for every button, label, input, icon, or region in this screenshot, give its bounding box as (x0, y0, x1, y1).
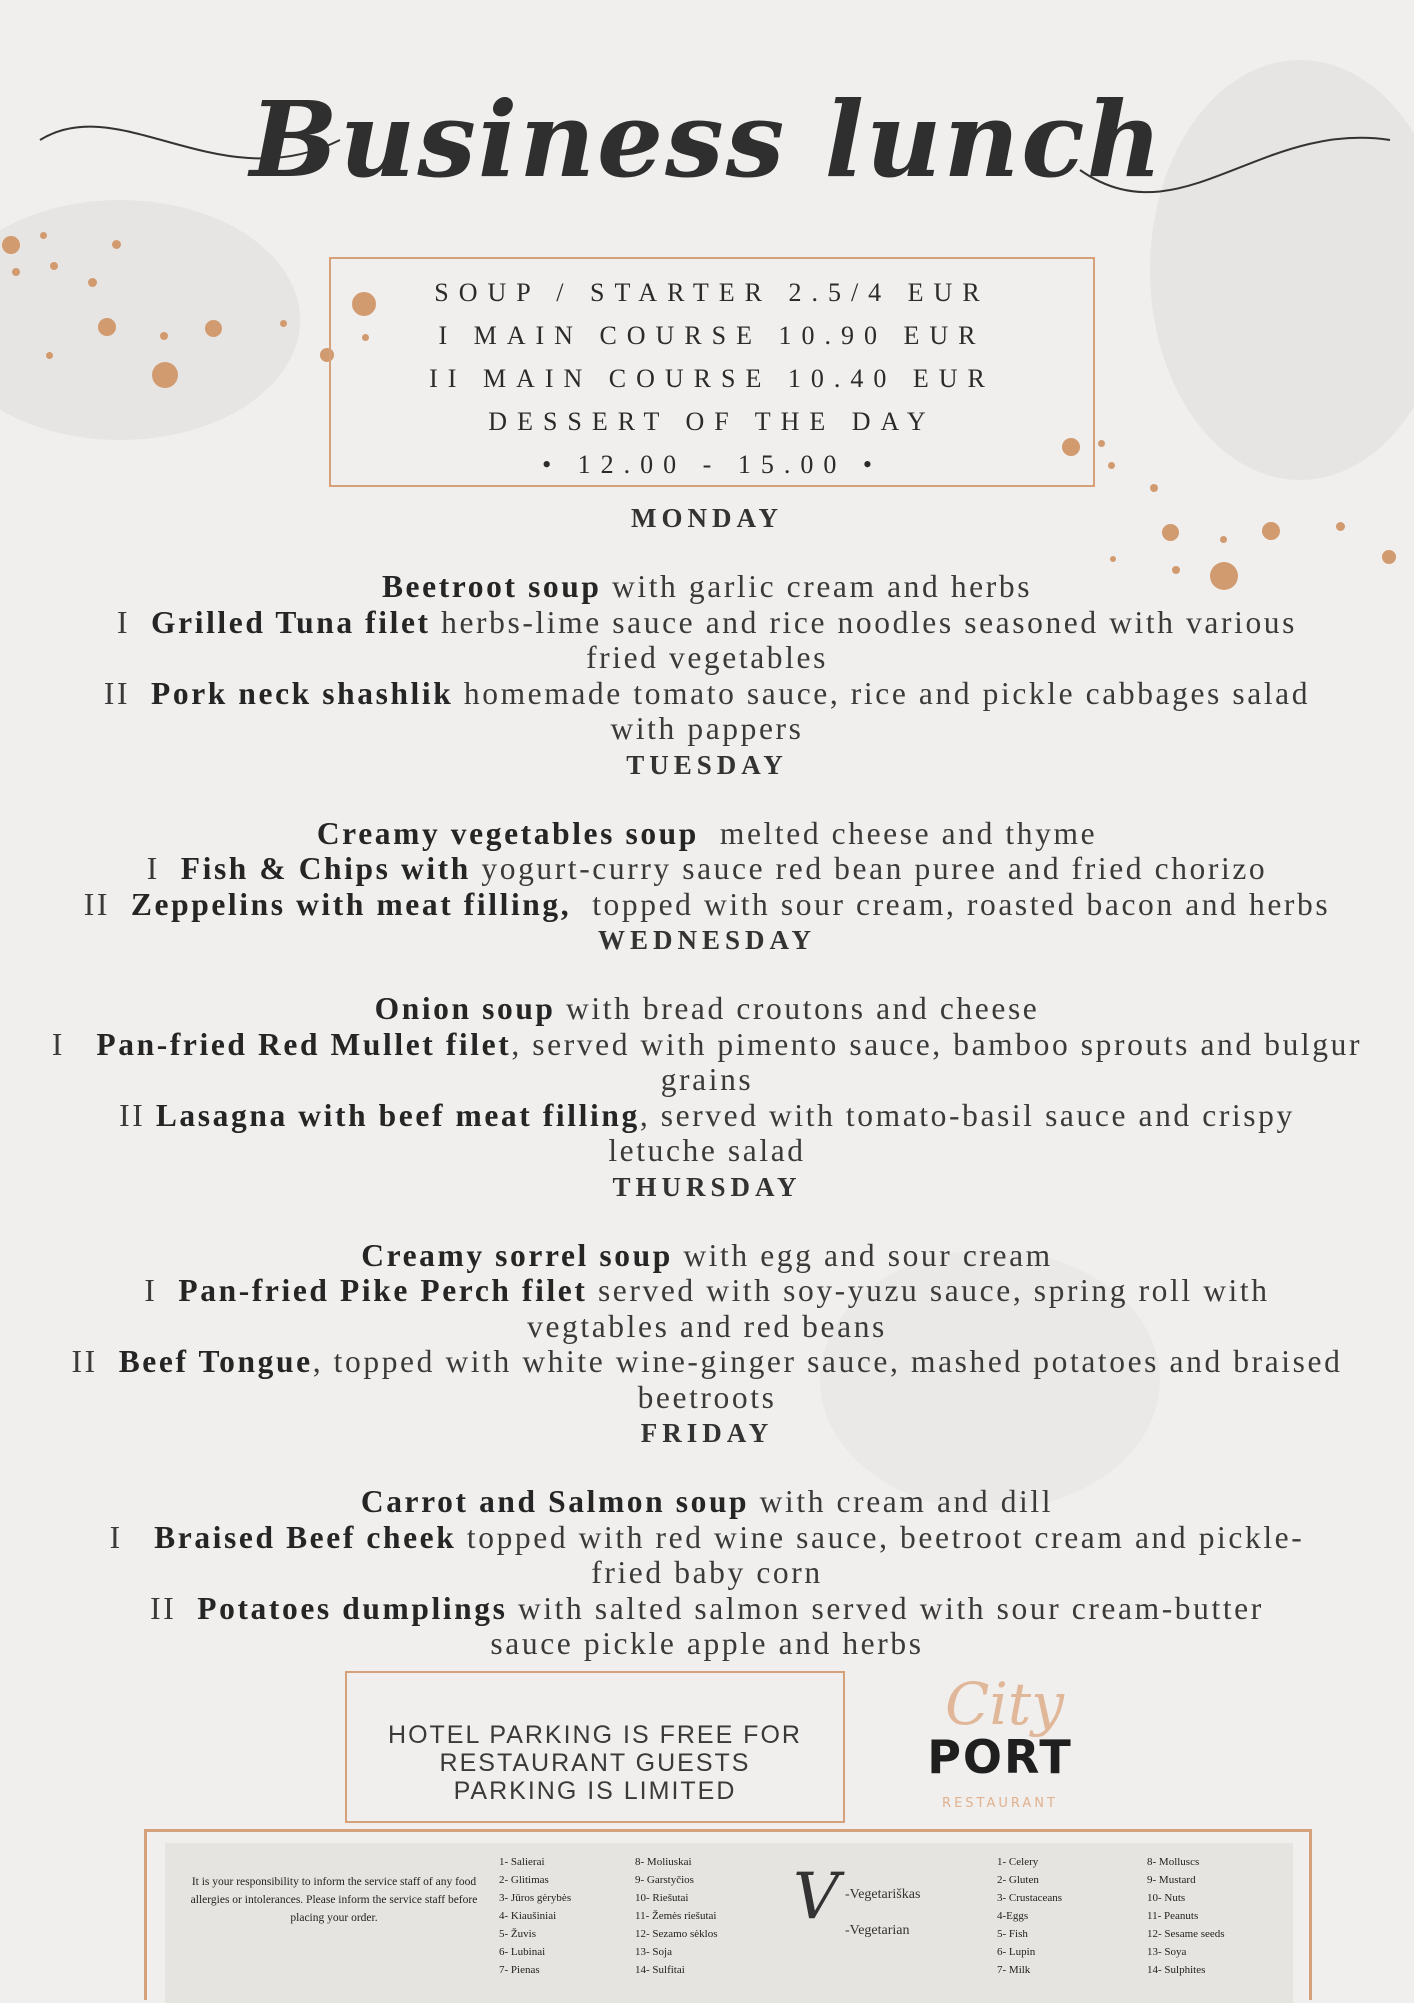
price-line: II MAIN COURSE 10.40 EUR (429, 364, 995, 393)
allergen-item: 14- Sulphites (1147, 1964, 1206, 1976)
price-box (329, 257, 1095, 487)
soup-item (40, 816, 1374, 852)
price-line: SOUP / STARTER 2.5/4 EUR (434, 278, 990, 307)
allergen-item: 9- Mustard (1147, 1874, 1196, 1886)
day-heading: FRIDAY (640, 1418, 774, 1448)
day-heading: TUESDAY (626, 749, 788, 780)
dish-description: topped with red wine sauce, beetroot cream and pickle-fried baby corn (456, 1519, 1305, 1590)
dish-description: with egg and sour cream (672, 1237, 1053, 1273)
page-title: Business lunch (249, 78, 1165, 201)
dish-description: with bread croutons and cheese (555, 991, 1040, 1026)
allergen-item: 2- Glitimas (499, 1874, 549, 1886)
main-course-2 (40, 1098, 1374, 1169)
day-heading: THURSDAY (612, 1171, 802, 1202)
allergen-item: 11- Žemės riešutai (635, 1910, 717, 1922)
dish-description: , served with pimento sauce, bamboo sprouts and bulgur grains (511, 1026, 1363, 1097)
dish-name: Creamy sorrel soup (361, 1237, 673, 1273)
dish-name: Onion soup (374, 991, 556, 1026)
soup-item (40, 1238, 1374, 1274)
allergen-item: 12- Sesame seeds (1147, 1928, 1225, 1940)
dish-name: Beef Tongue (118, 1344, 313, 1379)
dish-description: with garlic cream and herbs (601, 569, 1033, 604)
dish-name: Potatoes dumplings (197, 1590, 508, 1626)
course-number: II (103, 675, 152, 711)
dish-description: melted cheese and thyme (698, 815, 1098, 851)
price-line: DESSERT OF THE DAY (488, 407, 936, 436)
vegetarian-symbol: V (793, 1860, 840, 1934)
day-heading: MONDAY (630, 503, 783, 533)
allergen-list-lt-2 (635, 1853, 717, 1979)
allergen-item: 2- Gluten (997, 1874, 1039, 1886)
course-number: I (51, 1026, 97, 1062)
allergen-item: 12- Sezamo sėklos (635, 1928, 718, 1940)
allergen-list-en-1 (997, 1853, 1062, 1979)
main-course-1 (40, 1520, 1374, 1591)
dish-name: Beetroot soup (381, 569, 602, 604)
course-number: I (109, 1519, 155, 1555)
soup-item (40, 991, 1374, 1027)
logo-name: PORT (927, 1730, 1073, 1784)
dish-description: with salted salmon served with sour cream-butter sauce pickle apple and herbs (490, 1590, 1264, 1661)
main-course-2 (40, 1344, 1374, 1415)
allergen-item: 4-Eggs (997, 1910, 1029, 1922)
allergen-item: 13- Soja (635, 1946, 672, 1958)
logo-script: City (945, 1670, 1065, 1738)
weekly-menu (40, 500, 1374, 1662)
allergen-item: 4- Kiaušiniai (499, 1910, 557, 1922)
allergen-item: 7- Milk (997, 1964, 1031, 1976)
allergen-item: 3- Crustaceans (997, 1892, 1063, 1904)
parking-line: PARKING IS LIMITED (453, 1777, 737, 1805)
allergen-item: 1- Celery (997, 1856, 1039, 1868)
course-number: I (116, 604, 152, 640)
allergen-item: 14- Sulfitai (635, 1964, 685, 1976)
allergen-list-en-2 (1147, 1853, 1225, 1979)
dish-name: Braised Beef cheek (154, 1519, 457, 1555)
main-course-2 (40, 887, 1374, 923)
dish-description: served with soy-yuzu sauce, spring roll with vegtables and red beans (527, 1273, 1270, 1344)
main-course-2 (40, 676, 1374, 747)
dish-name: Grilled Tuna filet (151, 604, 431, 640)
main-course-1 (40, 1027, 1374, 1098)
parking-line: RESTAURANT GUESTS (439, 1749, 751, 1777)
main-course-1 (40, 1273, 1374, 1344)
dish-name: Fish & Chips with (180, 851, 471, 886)
allergen-item: 7- Pienas (499, 1964, 540, 1976)
dish-description: herbs-lime sauce and rice noodles seasoned with various fried vegetables (430, 604, 1298, 675)
allergen-item: 6- Lubinai (499, 1946, 546, 1958)
dish-name: Zeppelins with meat filling, (130, 886, 572, 922)
restaurant-logo (915, 1670, 1085, 1820)
main-course-2 (40, 1591, 1374, 1662)
dish-name: Lasagna with beef meat filling (155, 1097, 640, 1133)
allergen-item: 8- Moliuskai (635, 1856, 692, 1868)
vegetarian-label-lt: -Vegetariškas (845, 1887, 921, 1902)
course-number: II (119, 1097, 156, 1133)
dish-description: homemade tomato sauce, rice and pickle cabbages salad with pappers (453, 675, 1311, 746)
logo-subtitle: RESTAURANT (942, 1796, 1058, 1811)
allergen-item: 9- Garstyčios (635, 1874, 694, 1886)
course-number: II (71, 1344, 119, 1379)
allergen-item: 6- Lupin (997, 1946, 1036, 1958)
parking-notice (345, 1671, 845, 1823)
course-number: II (150, 1590, 198, 1626)
allergen-item: 5- Fish (997, 1928, 1028, 1940)
main-course-1 (40, 605, 1374, 676)
dish-description: yogurt-curry sauce red bean puree and fried chorizo (470, 851, 1268, 886)
price-line: I MAIN COURSE 10.90 EUR (438, 321, 986, 350)
dish-description: , topped with white wine-ginger sauce, mashed potatoes and braised beetroots (312, 1344, 1343, 1415)
vegetarian-label-en: -Vegetarian (845, 1923, 910, 1938)
allergen-panel (144, 1829, 1312, 2000)
course-number: I (146, 851, 181, 886)
soup-item (40, 1484, 1374, 1520)
allergen-item: 8- Molluscs (1147, 1856, 1200, 1868)
allergen-item: 5- Žuvis (499, 1928, 536, 1940)
parking-line: HOTEL PARKING IS FREE FOR (388, 1721, 802, 1749)
dish-description: topped with sour cream, roasted bacon and herbs (571, 886, 1331, 922)
main-course-1 (40, 851, 1374, 887)
allergen-item: 1- Salierai (499, 1856, 545, 1868)
course-number: I (144, 1273, 179, 1308)
allergen-item: 11- Peanuts (1147, 1910, 1199, 1922)
allergen-item: 10- Riešutai (635, 1892, 689, 1904)
allergen-panel-inner (165, 1843, 1293, 2003)
allergen-item: 10- Nuts (1147, 1892, 1186, 1904)
soup-item (40, 569, 1374, 605)
course-number: II (83, 886, 131, 922)
dish-name: Pan-fried Red Mullet filet (96, 1026, 512, 1062)
dish-name: Creamy vegetables soup (316, 815, 699, 851)
allergen-note: It is your responsibility to inform the service staff of any food allergies or intolerances. Please inform the service staff before placing your order. (190, 1876, 478, 1924)
dish-name: Pork neck shashlik (151, 675, 454, 711)
allergen-list-lt-1 (499, 1853, 571, 1979)
dish-description: with cream and dill (749, 1484, 1054, 1519)
day-heading: WEDNESDAY (597, 925, 817, 955)
allergen-item: 13- Soya (1147, 1946, 1187, 1958)
serving-hours: • 12.00 - 15.00 • (542, 450, 882, 479)
dish-name: Pan-fried Pike Perch filet (178, 1273, 588, 1308)
dish-description: , served with tomato-basil sauce and crispy letuche salad (608, 1097, 1295, 1168)
dish-name: Carrot and Salmon soup (360, 1484, 750, 1519)
allergen-item: 3- Jūros gėrybės (499, 1892, 572, 1904)
